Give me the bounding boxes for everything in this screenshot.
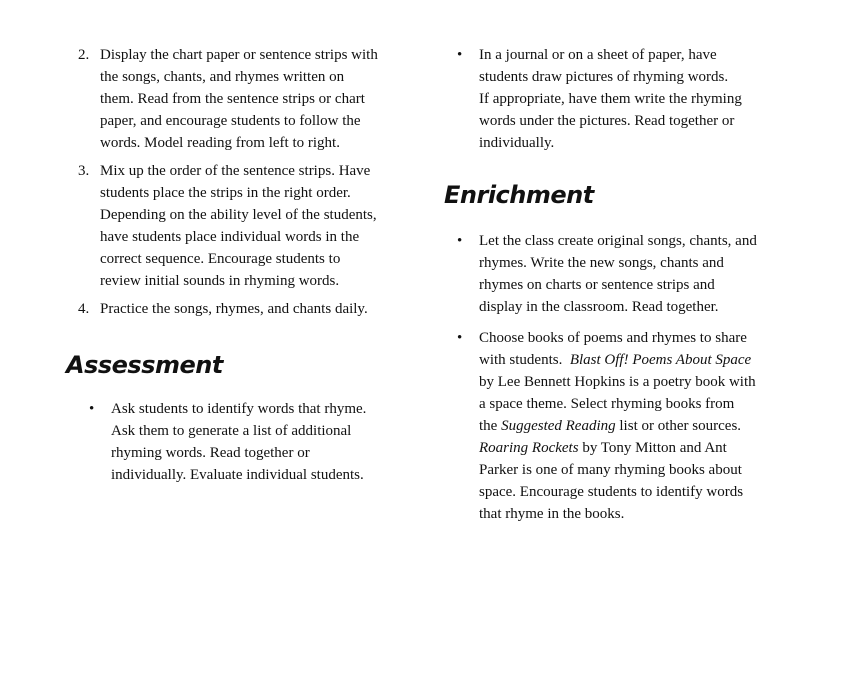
step-number: 4.: [78, 301, 90, 317]
bullet-icon: •: [457, 330, 463, 346]
step-2: [78, 44, 430, 154]
bullet-line: rhyming words. Read together or: [111, 445, 310, 461]
step-number: 2.: [78, 47, 90, 63]
assessment-heading: Assessment: [66, 351, 223, 379]
bullet-line: If appropriate, have them write the rhyming: [479, 91, 742, 107]
book-title-blast-off: Blast Off! Poems About Space: [569, 352, 752, 368]
step-line: Mix up the order of the sentence strips. Have: [100, 163, 371, 179]
step-line: have students place individual words in the: [100, 229, 360, 245]
bullet-line: space. Encourage students to identify words: [479, 484, 744, 500]
bullet-icon: •: [89, 401, 95, 417]
bullet-line: [479, 415, 816, 437]
bullet-line: students draw pictures of rhyming words.: [479, 69, 729, 85]
bullet-text: list or other sources.: [615, 418, 742, 434]
bullet-line: Ask them to generate a list of additional: [111, 423, 352, 439]
bullet-line: rhymes on charts or sentence strips and: [479, 277, 715, 293]
step-line: students place the strips in the right order.: [100, 185, 351, 201]
bullet-text: the: [479, 418, 502, 434]
bullet-line: by Lee Bennett Hopkins is a poetry book with: [479, 374, 756, 390]
enrichment-bullet-books: [446, 327, 816, 525]
bullet-line: [479, 437, 816, 459]
step-line: Practice the songs, rhymes, and chants daily.: [100, 301, 368, 317]
bullet-line: Choose books of poems and rhymes to share: [479, 330, 747, 346]
step-line: review initial sounds in rhyming words.: [100, 273, 340, 289]
book-title-roaring-rockets: Roaring Rockets: [479, 440, 579, 456]
step-line: Display the chart paper or sentence strips with: [100, 47, 378, 63]
assessment-bullet: [78, 398, 430, 486]
step-line: the songs, chants, and rhymes written on: [100, 69, 345, 85]
step-line: Depending on the ability level of the students,: [100, 207, 377, 223]
bullet-line: individually. Evaluate individual students.: [111, 467, 364, 483]
bullet-line: Ask students to identify words that rhyme.: [111, 401, 367, 417]
enrichment-bullet-create: [446, 230, 816, 318]
suggested-reading-title: Suggested Reading: [501, 418, 616, 434]
bullet-line: words under the pictures. Read together or: [479, 113, 735, 129]
bullet-line: In a journal or on a sheet of paper, have: [479, 47, 717, 63]
left-column: [66, 44, 430, 486]
bullet-line: a space theme. Select rhyming books from: [479, 396, 735, 412]
bullet-line: rhymes. Write the new songs, chants and: [479, 255, 724, 271]
bullet-text: with students.: [479, 352, 570, 368]
bullet-text: by Tony Mitton and Ant: [578, 440, 727, 456]
bullet-icon: •: [457, 233, 463, 249]
bullet-line: that rhyme in the books.: [479, 506, 625, 522]
bullet-line: individually.: [479, 135, 555, 151]
enrichment-heading: Enrichment: [444, 181, 594, 209]
step-line: words. Model reading from left to right.: [100, 135, 340, 151]
bullet-icon: •: [457, 47, 463, 63]
step-line: paper, and encourage students to follow the: [100, 113, 361, 129]
step-number: 3.: [78, 163, 90, 179]
right-column: [446, 44, 816, 525]
step-line: correct sequence. Encourage students to: [100, 251, 341, 267]
step-3: [78, 160, 430, 292]
bullet-line: Let the class create original songs, chants, and: [479, 233, 757, 249]
journal-bullet: [446, 44, 816, 154]
bullet-line: display in the classroom. Read together.: [479, 299, 719, 315]
step-4: [78, 298, 430, 320]
bullet-line: [479, 349, 816, 371]
bullet-line: Parker is one of many rhyming books about: [479, 462, 742, 478]
step-line: them. Read from the sentence strips or chart: [100, 91, 365, 107]
